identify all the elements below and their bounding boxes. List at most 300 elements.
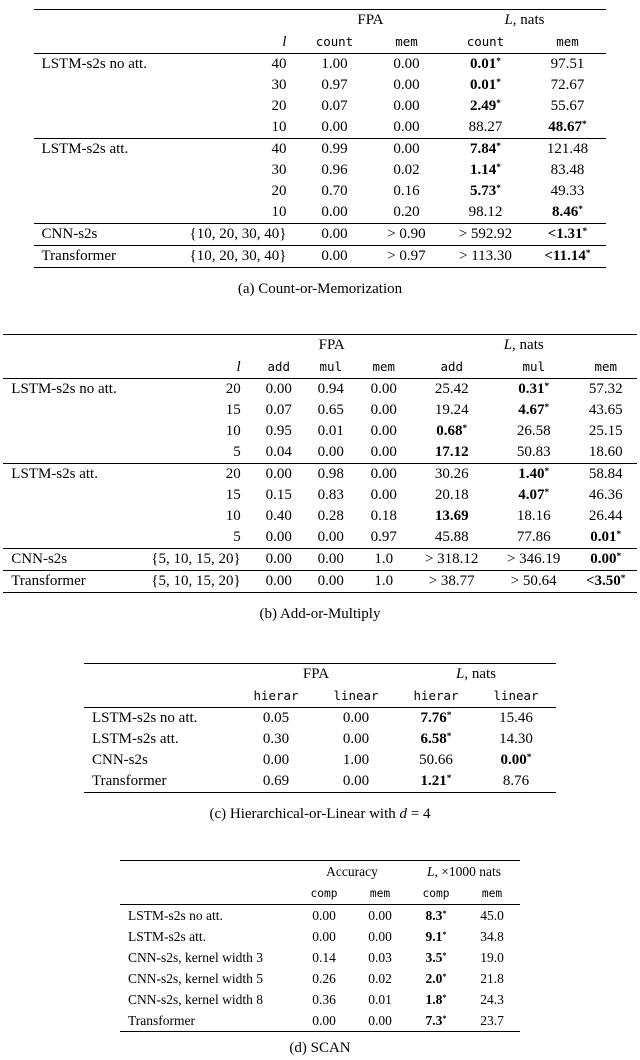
value-cell: 0.94 xyxy=(305,379,357,401)
column-group-header xyxy=(3,335,252,357)
table-count-or-memorization xyxy=(34,9,607,268)
value-cell: 0.83 xyxy=(317,487,344,503)
value-cell: 8.76 xyxy=(502,773,530,789)
column-group-header xyxy=(236,664,396,686)
value-cell xyxy=(396,729,476,750)
row-label xyxy=(34,75,184,96)
value-cell: 0.00 xyxy=(305,571,357,593)
value-cell: 77.86 xyxy=(516,529,551,545)
value-cell: 0.02 xyxy=(393,162,420,178)
value-cell: 0.15 xyxy=(265,487,292,503)
value: 3.5 xyxy=(425,950,443,965)
value-cell: 0.97 xyxy=(321,77,348,93)
value-cell xyxy=(442,181,528,202)
row-label xyxy=(34,181,184,202)
value-cell: 0.00 xyxy=(370,402,397,418)
tt-label: comp xyxy=(310,887,338,900)
value-cell: 50.66 xyxy=(419,752,453,768)
value-cell xyxy=(408,926,464,947)
column-header xyxy=(411,356,493,379)
value-cell: 0.00 xyxy=(265,529,292,545)
value-cell: 57.32 xyxy=(575,379,637,401)
text-label: Accuracy xyxy=(326,864,378,879)
value-cell: 98.12 xyxy=(468,204,503,220)
value-cell xyxy=(442,160,528,181)
value-cell: 0.98 xyxy=(305,464,357,486)
significance-star: * xyxy=(544,487,550,498)
row-label: CNN-s2s xyxy=(3,549,145,571)
value-cell: 0.14 xyxy=(312,950,336,965)
column-header-row xyxy=(34,31,607,54)
value-cell: 26.44 xyxy=(588,508,623,524)
column-header-row xyxy=(120,882,520,905)
column-header xyxy=(3,356,145,379)
math-label: L xyxy=(503,337,513,353)
table-row xyxy=(3,442,636,464)
column-group-header xyxy=(84,664,236,686)
table-row xyxy=(120,1010,520,1032)
math-label: l xyxy=(282,33,287,50)
significance-star: * xyxy=(582,226,588,237)
value: 13.69 xyxy=(434,508,469,524)
tt-label: comp xyxy=(422,887,450,900)
value-cell: 10 xyxy=(271,204,287,220)
significance-star: * xyxy=(578,204,583,215)
value-cell: 25.42 xyxy=(411,379,493,401)
significance-star: * xyxy=(446,731,452,742)
column-header xyxy=(84,685,236,708)
value-cell: 21.8 xyxy=(480,971,504,986)
column-group-header xyxy=(396,664,556,686)
value-cell: 58.84 xyxy=(575,464,637,486)
value-cell xyxy=(408,1010,464,1032)
value-cell: > 0.97 xyxy=(370,246,442,268)
column-header-row xyxy=(3,356,636,379)
value-cell: 0.02 xyxy=(368,971,392,986)
table-row xyxy=(120,968,520,989)
column-header xyxy=(305,356,357,379)
significance-star: * xyxy=(496,77,501,88)
value-cell: 0.00 xyxy=(370,444,397,460)
value-cell xyxy=(575,527,637,549)
value: 1.14 xyxy=(470,162,497,178)
value-cell xyxy=(442,54,528,76)
header-group-row xyxy=(84,664,556,686)
table-row xyxy=(3,400,636,421)
significance-star: * xyxy=(616,529,622,540)
value-cell: 10 xyxy=(271,119,287,135)
value-cell: 15 xyxy=(225,402,241,418)
row-label xyxy=(3,527,145,549)
value-cell: {5, 10, 15, 20} xyxy=(145,549,252,571)
figure-count-or-memorization xyxy=(0,9,640,298)
value-cell: 23.7 xyxy=(480,1013,504,1028)
value-cell xyxy=(575,571,637,593)
row-label xyxy=(3,485,145,506)
value: 1.8 xyxy=(425,992,443,1007)
value-cell: 1.00 xyxy=(342,752,370,768)
table-row xyxy=(3,549,636,571)
table-row xyxy=(84,708,556,730)
tt-label: linear xyxy=(333,688,379,703)
significance-star: * xyxy=(442,909,447,919)
value-cell: 46.36 xyxy=(588,487,623,503)
table-row xyxy=(120,905,520,927)
column-header xyxy=(296,882,352,905)
row-label xyxy=(3,442,145,464)
row-label: Transformer xyxy=(34,246,184,268)
value: 0.01 xyxy=(470,56,497,72)
row-label xyxy=(3,506,145,527)
text-label: , nats xyxy=(512,12,545,28)
row-label xyxy=(34,96,184,117)
value-cell: 0.99 xyxy=(298,139,370,161)
text-label: (a) Count-or-Memorization xyxy=(237,281,403,297)
text-label: (d) SCAN xyxy=(289,1040,351,1056)
value: 1.21 xyxy=(420,773,447,789)
value-cell: 0.00 xyxy=(393,98,420,114)
value-cell: 0.00 xyxy=(296,905,352,927)
value-cell: 5 xyxy=(233,529,241,545)
significance-star: * xyxy=(462,423,468,434)
tt-label: hierar xyxy=(253,688,299,703)
tt-label: add xyxy=(267,359,290,374)
table-row xyxy=(34,181,607,202)
text-label: , ×1000 nats xyxy=(434,864,501,879)
row-label: LSTM-s2s no att. xyxy=(120,905,296,927)
value-cell: 83.48 xyxy=(550,162,585,178)
value-cell: 0.01 xyxy=(368,992,392,1007)
text-label: FPA xyxy=(302,666,330,682)
value-cell: 0.00 xyxy=(298,224,370,246)
row-label: CNN-s2s xyxy=(34,224,184,246)
value: 1.40 xyxy=(518,466,545,482)
table-row xyxy=(3,485,636,506)
caption-scan xyxy=(0,1040,640,1057)
table-row xyxy=(34,96,607,117)
value-cell: 0.69 xyxy=(262,773,290,789)
value: <3.50 xyxy=(585,573,621,589)
value: 7.3 xyxy=(425,1013,443,1028)
column-header xyxy=(120,882,296,905)
value: 7.84 xyxy=(470,141,497,157)
value-cell: 0.00 xyxy=(393,77,420,93)
value-cell: 45.0 xyxy=(464,905,520,927)
table-row xyxy=(84,771,556,793)
row-label: LSTM-s2s no att. xyxy=(84,708,236,730)
tt-label: mem xyxy=(372,359,395,374)
value-cell: 0.00 xyxy=(352,905,408,927)
table-row xyxy=(34,224,607,246)
caption-count-or-memorization xyxy=(0,281,640,298)
value-cell: 0.00 xyxy=(298,246,370,268)
text-label: (c) Hierarchical-or-Linear with xyxy=(209,806,400,822)
value-cell xyxy=(528,246,606,268)
significance-star: * xyxy=(526,752,532,763)
value-cell: 0.00 xyxy=(305,549,357,571)
tt-label: count xyxy=(315,34,354,49)
value-cell: > 346.19 xyxy=(493,549,575,571)
table-row xyxy=(84,750,556,771)
column-header xyxy=(357,356,411,379)
value-cell: 0.96 xyxy=(321,162,348,178)
column-group-header xyxy=(296,861,408,883)
row-label xyxy=(34,117,184,139)
value-cell xyxy=(575,549,637,571)
column-header xyxy=(476,685,556,708)
value-cell: 0.00 xyxy=(253,464,305,486)
math-label: L xyxy=(504,12,513,28)
math-label: L xyxy=(426,864,435,879)
value-cell: {5, 10, 15, 20} xyxy=(145,571,252,593)
value-cell: 0.00 xyxy=(357,379,411,401)
table-row xyxy=(3,464,636,486)
row-label: Transformer xyxy=(3,571,145,593)
row-label xyxy=(3,421,145,442)
value: 2.49 xyxy=(470,98,497,114)
value-cell: 50.83 xyxy=(516,444,551,460)
value-cell: 0.20 xyxy=(393,204,420,220)
value-cell: 0.00 xyxy=(368,929,392,944)
value-cell: 15.46 xyxy=(476,708,556,730)
value-cell: > 50.64 xyxy=(493,571,575,593)
value-cell: 88.27 xyxy=(468,119,503,135)
value-cell: 0.07 xyxy=(265,402,292,418)
value-cell xyxy=(411,421,493,442)
value-cell: 0.00 xyxy=(262,752,290,768)
significance-star: * xyxy=(446,710,452,721)
value-cell: 1.0 xyxy=(357,549,411,571)
table-row xyxy=(120,947,520,968)
value-cell: 0.26 xyxy=(312,971,336,986)
value-cell: 0.00 xyxy=(370,423,397,439)
value-cell: 49.33 xyxy=(550,183,585,199)
value-cell xyxy=(411,442,493,464)
value-cell: 0.00 xyxy=(317,529,344,545)
table-row xyxy=(34,54,607,76)
value-cell: 5 xyxy=(233,444,241,460)
caption-add-or-multiply xyxy=(0,606,640,623)
significance-star: * xyxy=(442,972,447,982)
row-label: LSTM-s2s att. xyxy=(128,929,207,944)
value-cell: 0.00 xyxy=(370,487,397,503)
value-cell: 0.95 xyxy=(265,423,292,439)
value-cell: 24.3 xyxy=(480,992,504,1007)
table-row xyxy=(3,379,636,401)
value: <1.31 xyxy=(547,226,583,242)
value-cell xyxy=(493,379,575,401)
value: 4.67 xyxy=(518,402,545,418)
significance-star: * xyxy=(442,1014,447,1024)
row-label: LSTM-s2s no att. xyxy=(3,379,145,401)
value-cell: 55.67 xyxy=(550,98,585,114)
figure-hierarchical-or-linear xyxy=(0,663,640,823)
value-cell xyxy=(442,96,528,117)
figure-scan xyxy=(0,860,640,1057)
value-cell: 0.00 xyxy=(342,731,370,747)
value-cell: 0.36 xyxy=(312,992,336,1007)
row-label: CNN-s2s, kernel width 3 xyxy=(128,950,263,965)
tt-label: mul xyxy=(522,359,545,374)
value-cell xyxy=(528,224,606,246)
value-cell: 20.18 xyxy=(434,487,469,503)
significance-star: * xyxy=(616,551,622,562)
tt-label: add xyxy=(440,359,463,374)
value-cell: 0.00 xyxy=(342,773,370,789)
column-header xyxy=(396,685,476,708)
value-cell: 0.03 xyxy=(368,950,392,965)
value-cell: 0.00 xyxy=(253,379,305,401)
value-cell: 26.58 xyxy=(516,423,551,439)
value-cell: 1.00 xyxy=(298,54,370,76)
column-header xyxy=(408,882,464,905)
value-cell: 0.40 xyxy=(265,508,292,524)
column-group-header xyxy=(34,10,299,32)
column-header xyxy=(352,882,408,905)
value-cell: 0.00 xyxy=(312,929,336,944)
value-cell: 0.00 xyxy=(357,464,411,486)
value-cell: 0.00 xyxy=(370,139,442,161)
table-row xyxy=(3,571,636,593)
value-cell: {10, 20, 30, 40} xyxy=(184,224,299,246)
value-cell: {10, 20, 30, 40} xyxy=(184,246,299,268)
column-group-header xyxy=(120,861,296,883)
value: 0.68 xyxy=(436,423,463,439)
value-cell: 18.60 xyxy=(588,444,623,460)
significance-star: * xyxy=(496,162,501,173)
tt-label: hierar xyxy=(413,688,459,703)
value-cell: 0.05 xyxy=(236,708,316,730)
value-cell: 18.16 xyxy=(516,508,551,524)
value-cell: 1.0 xyxy=(357,571,411,593)
value-cell xyxy=(408,905,464,927)
value-cell xyxy=(396,771,476,793)
row-label: LSTM-s2s att. xyxy=(3,464,145,486)
value-cell: 0.00 xyxy=(316,708,396,730)
math-label: L xyxy=(455,666,465,682)
significance-star: * xyxy=(620,573,626,584)
value-cell: 0.00 xyxy=(312,1013,336,1028)
column-header xyxy=(575,356,637,379)
value: 0.01 xyxy=(590,529,617,545)
value-cell: 15 xyxy=(225,487,241,503)
significance-star: * xyxy=(442,993,447,1003)
table-scan xyxy=(120,860,520,1032)
table-row xyxy=(3,506,636,527)
column-header xyxy=(528,31,606,54)
significance-star: * xyxy=(544,466,550,477)
value: 17.12 xyxy=(434,444,469,460)
row-label: CNN-s2s, kernel width 8 xyxy=(128,992,263,1007)
value: 0.01 xyxy=(470,77,497,93)
value-cell: 19.0 xyxy=(480,950,504,965)
tt-label: mul xyxy=(319,359,342,374)
value-cell xyxy=(493,464,575,486)
table-row xyxy=(84,729,556,750)
value-cell xyxy=(442,139,528,161)
column-header xyxy=(298,31,370,54)
value-cell: 40 xyxy=(184,139,299,161)
math-label: d xyxy=(399,806,408,822)
column-header xyxy=(236,685,316,708)
value-cell: 0.00 xyxy=(317,444,344,460)
row-label: LSTM-s2s no att. xyxy=(34,54,184,76)
tt-label: mem xyxy=(369,887,391,900)
value-cell: 20 xyxy=(271,183,287,199)
row-label: Transformer xyxy=(92,773,167,789)
significance-star: * xyxy=(442,930,447,940)
column-group-header xyxy=(411,335,637,357)
value-cell xyxy=(528,202,606,224)
value-cell: 0.00 xyxy=(368,1013,392,1028)
value: 8.3 xyxy=(425,908,443,923)
significance-star: * xyxy=(446,773,452,784)
value: 4.07 xyxy=(518,487,545,503)
value: 7.76 xyxy=(420,710,447,726)
value-cell: 72.67 xyxy=(550,77,585,93)
text-label: FPA xyxy=(318,337,345,353)
value-cell: 0.28 xyxy=(317,508,344,524)
value-cell xyxy=(493,400,575,421)
value-cell xyxy=(442,75,528,96)
column-header xyxy=(253,356,305,379)
table-add-or-multiply xyxy=(3,334,636,593)
value: 0.00 xyxy=(590,551,617,567)
table-row xyxy=(120,989,520,1010)
value-cell: 0.65 xyxy=(317,402,344,418)
header-group-row xyxy=(34,10,607,32)
table-row xyxy=(34,246,607,268)
value-cell: > 592.92 xyxy=(442,224,528,246)
value-cell xyxy=(493,485,575,506)
value-cell: 121.48 xyxy=(528,139,606,161)
value-cell: 0.00 xyxy=(370,54,442,76)
significance-star: * xyxy=(582,119,587,130)
tt-label: mem xyxy=(556,34,579,49)
value-cell: 25.15 xyxy=(588,423,623,439)
figure-add-or-multiply xyxy=(0,334,640,623)
value: 0.31 xyxy=(518,381,545,397)
value-cell: 0.30 xyxy=(262,731,290,747)
row-label: CNN-s2s xyxy=(92,752,148,768)
significance-star: * xyxy=(585,248,591,259)
value-cell: 0.18 xyxy=(370,508,397,524)
table-row xyxy=(34,160,607,181)
column-header-row xyxy=(84,685,556,708)
significance-star: * xyxy=(496,141,501,152)
column-header xyxy=(442,31,528,54)
text-label: , nats xyxy=(464,666,496,682)
table-row xyxy=(120,926,520,947)
column-header xyxy=(145,356,252,379)
value-cell xyxy=(408,989,464,1010)
table-hierarchical-or-linear xyxy=(84,663,556,793)
significance-star: * xyxy=(496,98,501,109)
row-label: CNN-s2s, kernel width 5 xyxy=(128,971,263,986)
tt-label: mem xyxy=(395,34,418,49)
table-row xyxy=(34,75,607,96)
value-cell: 20 xyxy=(145,379,252,401)
text-label: , nats xyxy=(512,337,544,353)
tt-label: linear xyxy=(493,688,539,703)
row-label: Transformer xyxy=(128,1013,195,1028)
value-cell xyxy=(408,968,464,989)
text-label: = 4 xyxy=(407,806,431,822)
column-header xyxy=(184,31,299,54)
value-cell: 10 xyxy=(225,508,241,524)
value: 5.73 xyxy=(470,183,497,199)
caption-hierarchical-or-linear xyxy=(0,806,640,823)
